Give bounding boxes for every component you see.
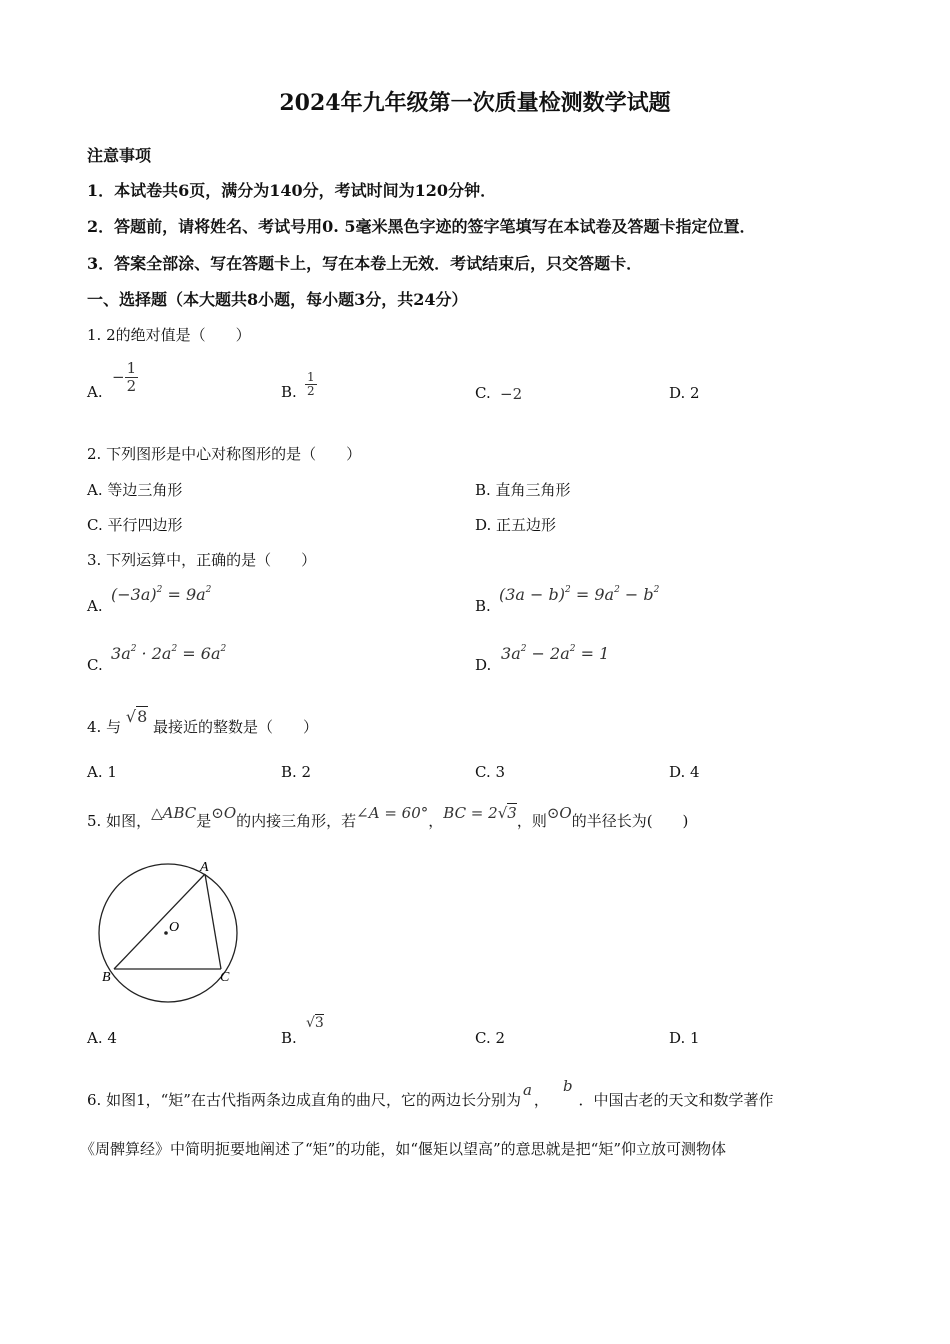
bc-length: BC = 2√3	[443, 804, 517, 822]
radicand: 3	[507, 804, 517, 822]
q4-prefix: 4. 与	[87, 718, 122, 736]
q1-option-b-math	[305, 371, 317, 398]
q2-option-c: C. 平行四边形	[87, 516, 183, 534]
q5-mid: 的内接三角形，若	[236, 812, 357, 830]
q5-then: ，则	[516, 812, 547, 830]
sqrt-8: √8	[125, 707, 148, 726]
radicand: 3	[314, 1015, 324, 1031]
q4-option-a: A. 1	[87, 763, 117, 781]
q1-option-c-label: C.	[475, 384, 491, 402]
triangle-abc: △ABC	[151, 804, 197, 822]
q4-suffix: 最接近的整数是（ ）	[153, 718, 319, 736]
q5-option-b-label: B.	[281, 1029, 297, 1047]
numerator: 1	[307, 370, 315, 384]
bc-prefix: BC = 2	[443, 804, 498, 822]
q3-option-b-math: $(3a - b)^2 = 9a^2 - b^2$	[499, 585, 660, 604]
q5-stem	[87, 804, 689, 831]
q4-option-b: B. 2	[281, 763, 312, 781]
q3-option-b-label: B.	[475, 597, 491, 615]
q3-stem: 3. 下列运算中，正确的是（ ）	[87, 551, 317, 569]
side-ac	[205, 874, 221, 969]
notice-item-3: 3．答案全部涂、写在答题卡上，写在本卷上无效．考试结束后，只交答题卡．	[87, 254, 643, 273]
page-title: 2024年九年级第一次质量检测数学试题	[279, 90, 671, 116]
label-a: A	[200, 860, 209, 875]
q5-prefix: 5. 如图，	[87, 812, 152, 830]
q4-stem	[87, 707, 319, 737]
q5-option-b-math: √3	[306, 1015, 324, 1031]
q4-option-c: C. 3	[475, 763, 506, 781]
circumcircle	[99, 864, 237, 1002]
q5-figure	[95, 855, 245, 1005]
label-b: B	[102, 970, 111, 985]
label-c: C	[220, 970, 230, 985]
q6-sep: ，	[533, 1091, 549, 1109]
circle-o: ⊙O	[211, 804, 237, 822]
denominator: 2	[126, 376, 137, 395]
center-point	[164, 931, 168, 935]
q6-line-2: 《周髀算经》中简明扼要地阐述了“矩”的功能，如“偃矩以望高”的意思就是把“矩”仰立放可测物体	[80, 1140, 727, 1158]
q1-option-b-label: B.	[281, 383, 297, 401]
notice-item-1: 1．本试卷共6页，满分为140分，考试时间为120分钟．	[87, 181, 497, 200]
q3-option-c-label: C.	[87, 656, 103, 674]
q1-option-d: D. 2	[669, 384, 700, 402]
numerator: 1	[126, 359, 137, 377]
q6-line1-post: ．中国古老的天文和数学著作	[578, 1091, 774, 1109]
q5-option-a: A. 4	[87, 1029, 117, 1047]
q2-stem: 2. 下列图形是中心对称图形的是（ ）	[87, 445, 362, 463]
q1-option-a-math	[112, 360, 138, 394]
q1-stem: 1. 2的绝对值是（ ）	[87, 326, 251, 344]
q6-line1-pre: 6. 如图1，“矩”在古代指两条边成直角的曲尺，它的两边长分别为	[87, 1091, 521, 1109]
minus-sign: −	[112, 368, 125, 386]
var-b: b	[562, 1077, 573, 1095]
q3-option-d-label: D.	[475, 656, 492, 674]
notice-item-2: 2．答题前，请将姓名、考试号用0. 5毫米黑色字迹的签字笔填写在本试卷及答题卡指定位置．	[87, 217, 756, 236]
denominator: 2	[307, 384, 315, 399]
label-o: O	[169, 920, 180, 935]
q1-option-a-label: A.	[87, 383, 103, 401]
section-heading: 一、选择题（本大题共8小题，每小题3分，共24分）	[87, 290, 468, 309]
q5-is: 是	[196, 812, 212, 830]
side-ab	[114, 874, 205, 969]
q2-option-d: D. 正五边形	[475, 516, 557, 534]
q3-option-a-label: A.	[87, 597, 103, 615]
q2-option-a: A. 等边三角形	[87, 481, 183, 499]
q4-option-d: D. 4	[669, 763, 700, 781]
var-a: a	[522, 1081, 532, 1099]
q5-comma: ，	[428, 812, 444, 830]
q2-option-b: B. 直角三角形	[475, 481, 571, 499]
q3-option-a-math: $(-3a)^2 = 9a^2$	[111, 585, 212, 604]
q6-line-1	[87, 1077, 774, 1110]
circle-o-2: ⊙O	[546, 804, 572, 822]
q5-tail: 的半径长为( )	[571, 812, 689, 830]
q5-option-d: D. 1	[669, 1029, 700, 1047]
notice-heading: 注意事项	[87, 146, 152, 165]
q5-option-c: C. 2	[475, 1029, 506, 1047]
q3-option-d-math: $3a^2 - 2a^2 = 1$	[501, 644, 610, 663]
radicand: 8	[137, 707, 148, 726]
q3-option-c-math: $3a^2 \cdot 2a^2 = 6a^2$	[111, 644, 227, 663]
q1-option-c-math: −2	[500, 385, 523, 403]
angle-a: ∠A = 60°	[356, 804, 429, 822]
